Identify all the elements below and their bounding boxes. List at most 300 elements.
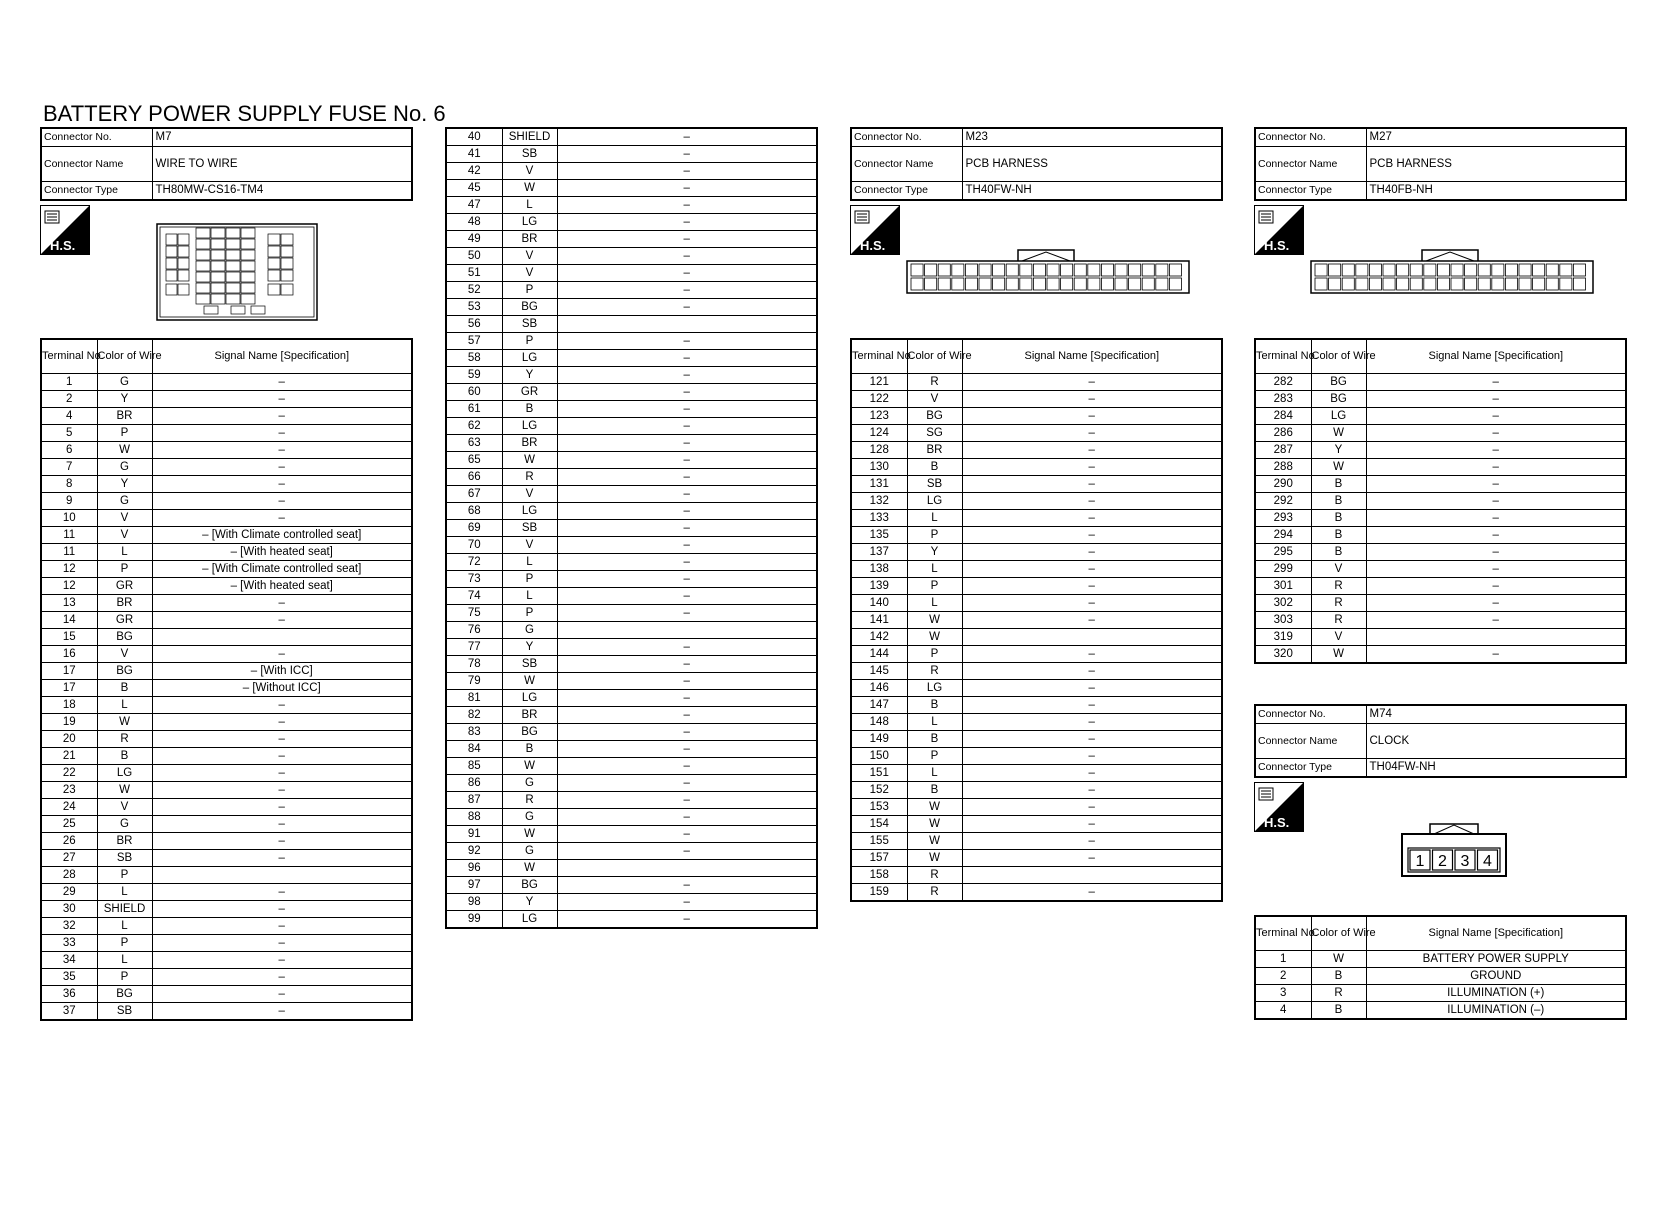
wire-color-cell: B (1311, 527, 1366, 544)
wire-color-cell: P (97, 425, 152, 442)
table-row (1255, 646, 1626, 664)
terminal-cell: 56 (446, 316, 502, 333)
pin-cell (1492, 278, 1504, 290)
terminal-cell: 302 (1255, 595, 1311, 612)
terminal-cell: 28 (41, 867, 97, 884)
terminal-cell: 4 (41, 408, 97, 425)
signal-name-cell: – (152, 816, 412, 833)
m23-connector-no: M23 (962, 128, 1222, 147)
signal-name-cell: – (557, 809, 817, 826)
wire-color-cell: R (907, 884, 962, 902)
wire-color-cell: BR (502, 707, 557, 724)
m74-terminal-table (1254, 915, 1627, 1020)
pin-cell (1006, 278, 1018, 290)
pin-cell (952, 264, 964, 276)
table-row (446, 350, 817, 367)
signal-name-cell: – (152, 918, 412, 935)
pin-cell (268, 234, 280, 245)
table-row (851, 748, 1222, 765)
table-row (41, 748, 412, 765)
wire-color-cell: L (97, 918, 152, 935)
signal-name-cell: – (1366, 595, 1626, 612)
table-row (41, 867, 412, 884)
wire-color-cell: BG (1311, 391, 1366, 408)
wire-color-cell: LG (502, 911, 557, 929)
wire-color-cell: GR (97, 612, 152, 629)
pin-cell (241, 239, 255, 249)
terminal-cell: 37 (41, 1003, 97, 1021)
pin-cell (1478, 278, 1490, 290)
pin-cell (1519, 278, 1531, 290)
wire-color-cell: R (907, 663, 962, 680)
signal-name-cell: – (962, 748, 1222, 765)
pin-cell (1478, 264, 1490, 276)
table-row (446, 622, 817, 639)
terminal-cell: 144 (851, 646, 907, 663)
terminal-cell: 130 (851, 459, 907, 476)
pin-cell (1451, 278, 1463, 290)
pin-cell (1020, 264, 1032, 276)
table-row (851, 731, 1222, 748)
signal-name-cell: – (557, 792, 817, 809)
table-row (41, 765, 412, 782)
wire-color-cell: V (502, 486, 557, 503)
pin-cell (241, 228, 255, 238)
table-row (446, 282, 817, 299)
wire-color-cell: Y (502, 367, 557, 384)
wire-color-cell: G (97, 374, 152, 391)
table-row (851, 697, 1222, 714)
m74-connector-diagram (1400, 818, 1508, 880)
terminal-cell: 1 (1255, 951, 1311, 968)
signal-header: Signal Name [Specification] (962, 339, 1222, 374)
wire-color-cell: B (1311, 1002, 1366, 1020)
terminal-cell: 290 (1255, 476, 1311, 493)
signal-name-cell: – (962, 850, 1222, 867)
table-row (446, 741, 817, 758)
terminal-cell: 18 (41, 697, 97, 714)
terminal-cell: 147 (851, 697, 907, 714)
signal-name-cell: – [With heated seat] (152, 578, 412, 595)
m7-connector-type: TH80MW-CS16-TM4 (152, 182, 412, 201)
signal-name-cell: – [With ICC] (152, 663, 412, 680)
pin-cell (1047, 278, 1059, 290)
signal-name-cell: – (962, 544, 1222, 561)
wire-color-cell: V (502, 248, 557, 265)
table-row (41, 493, 412, 510)
wire-color-cell: W (502, 826, 557, 843)
signal-name-cell: – (557, 877, 817, 894)
table-row (851, 714, 1222, 731)
color-header: Color of Wire (907, 339, 962, 374)
pin-cell (1115, 264, 1127, 276)
terminal-cell: 151 (851, 765, 907, 782)
pin-cell (1505, 278, 1517, 290)
pin-cell (226, 228, 240, 238)
pin-cell (1424, 264, 1436, 276)
pin-cell (1169, 278, 1181, 290)
wire-color-cell: SB (502, 146, 557, 163)
pin-cell (211, 272, 225, 282)
signal-name-cell: – (152, 1003, 412, 1021)
wire-color-cell: G (502, 775, 557, 792)
signal-name-cell: – (557, 656, 817, 673)
table-row (851, 629, 1222, 646)
wire-color-cell: B (907, 782, 962, 799)
hs-label: H.S. (860, 238, 886, 253)
pin-cell (911, 278, 923, 290)
table-row (41, 850, 412, 867)
table-row (851, 595, 1222, 612)
table-row (446, 435, 817, 452)
signal-name-cell: – (152, 476, 412, 493)
wire-color-cell: BR (502, 231, 557, 248)
pin-cell (1074, 264, 1086, 276)
pin-cell (1573, 278, 1585, 290)
terminal-cell: 52 (446, 282, 502, 299)
table-row (446, 690, 817, 707)
pin-cell (1142, 278, 1154, 290)
table-row (1255, 612, 1626, 629)
table-row (41, 391, 412, 408)
connector-type-label: Connector Type (41, 182, 152, 201)
terminal-cell: 57 (446, 333, 502, 350)
signal-name-cell: – (962, 833, 1222, 850)
wire-color-cell: W (1311, 646, 1366, 664)
terminal-cell: 15 (41, 629, 97, 646)
signal-name-cell: – (557, 180, 817, 197)
signal-name-cell: – (1366, 612, 1626, 629)
terminal-cell: 72 (446, 554, 502, 571)
terminal-cell: 286 (1255, 425, 1311, 442)
m7-connector-no: M7 (152, 128, 412, 147)
wire-color-cell: LG (907, 680, 962, 697)
pin-cell (226, 294, 240, 304)
wire-color-cell: SHIELD (97, 901, 152, 918)
table-row (446, 656, 817, 673)
signal-name-cell: – (152, 374, 412, 391)
table-row (851, 680, 1222, 697)
m27-connector-no: M27 (1366, 128, 1626, 147)
table-row (1255, 459, 1626, 476)
pin-cell (268, 284, 280, 295)
pin-cell (1369, 278, 1381, 290)
terminal-cell: 99 (446, 911, 502, 929)
pin-cell (226, 272, 240, 282)
wire-color-cell: L (97, 952, 152, 969)
wire-color-cell: SB (502, 656, 557, 673)
signal-name-cell: – (1366, 425, 1626, 442)
pin-cell (281, 258, 293, 269)
m23-header-table (850, 127, 1223, 201)
wire-color-cell: W (502, 860, 557, 877)
pin-cell (1533, 264, 1545, 276)
wire-color-cell: R (907, 374, 962, 391)
signal-name-cell (557, 860, 817, 877)
pin-cell (1169, 264, 1181, 276)
terminal-cell: 6 (41, 442, 97, 459)
m74-connector-type: TH04FW-NH (1366, 759, 1626, 778)
wire-color-cell: B (502, 401, 557, 418)
table-row (41, 629, 412, 646)
wire-color-cell: P (502, 605, 557, 622)
table-row (1255, 510, 1626, 527)
wire-color-cell: W (97, 782, 152, 799)
signal-name-cell: – (152, 969, 412, 986)
terminal-cell: 59 (446, 367, 502, 384)
table-row (446, 401, 817, 418)
pin-cell (1437, 264, 1449, 276)
table-row (41, 935, 412, 952)
terminal-cell: 10 (41, 510, 97, 527)
pin-cell (211, 250, 225, 260)
signal-name-cell: – (557, 401, 817, 418)
signal-name-cell: – (152, 714, 412, 731)
table-row (446, 367, 817, 384)
signal-name-cell: – (962, 884, 1222, 902)
terminal-cell: 122 (851, 391, 907, 408)
terminal-cell: 98 (446, 894, 502, 911)
signal-name-cell: – (557, 843, 817, 860)
terminal-cell: 320 (1255, 646, 1311, 664)
signal-name-cell: GROUND (1366, 968, 1626, 985)
connector-type-label: Connector Type (851, 182, 962, 201)
terminal-cell: 11 (41, 544, 97, 561)
table-row (851, 646, 1222, 663)
wire-color-cell: W (97, 442, 152, 459)
terminal-cell: 145 (851, 663, 907, 680)
pin-cell (251, 306, 265, 314)
wire-color-cell: G (502, 622, 557, 639)
table-row (446, 384, 817, 401)
table-row (41, 425, 412, 442)
wire-color-cell: L (502, 197, 557, 214)
m7-terminal-table-a (40, 338, 413, 1021)
connector-no-label: Connector No. (41, 128, 152, 147)
terminal-cell: 295 (1255, 544, 1311, 561)
terminal-cell: 40 (446, 128, 502, 146)
wire-color-cell: B (1311, 544, 1366, 561)
signal-name-cell: – (962, 527, 1222, 544)
pin-cell (1410, 264, 1422, 276)
wire-color-cell: Y (502, 639, 557, 656)
wire-color-cell: SG (907, 425, 962, 442)
signal-name-cell: – (557, 605, 817, 622)
terminal-cell: 9 (41, 493, 97, 510)
table-row (446, 503, 817, 520)
terminal-cell: 79 (446, 673, 502, 690)
pin-cell (1397, 264, 1409, 276)
signal-name-cell: – (557, 520, 817, 537)
table-row (1255, 408, 1626, 425)
pin-cell (1451, 264, 1463, 276)
signal-name-cell: – (152, 952, 412, 969)
table-row (1255, 374, 1626, 391)
pin-number: 1 (1415, 853, 1425, 870)
pin-cell (1383, 278, 1395, 290)
wire-color-cell: SHIELD (502, 128, 557, 146)
signal-name-cell: – (152, 493, 412, 510)
connector-type-label: Connector Type (1255, 182, 1366, 201)
terminal-cell: 142 (851, 629, 907, 646)
terminal-cell: 5 (41, 425, 97, 442)
signal-name-cell: – (557, 588, 817, 605)
table-row (446, 197, 817, 214)
signal-name-cell: – (557, 146, 817, 163)
terminal-cell: 319 (1255, 629, 1311, 646)
wire-color-cell: BR (502, 435, 557, 452)
wire-color-cell: W (97, 714, 152, 731)
pin-cell (1142, 264, 1154, 276)
wire-color-cell: BG (502, 877, 557, 894)
signal-name-cell: – [With heated seat] (152, 544, 412, 561)
color-header: Color of Wire (1311, 339, 1366, 374)
pin-cell (1356, 264, 1368, 276)
wire-color-cell: B (1311, 968, 1366, 985)
table-row (41, 918, 412, 935)
wire-color-cell: L (907, 561, 962, 578)
pin-cell (1546, 278, 1558, 290)
pin-cell (268, 258, 280, 269)
wire-color-cell: BG (907, 408, 962, 425)
wire-color-cell: R (1311, 578, 1366, 595)
terminal-cell: 133 (851, 510, 907, 527)
terminal-cell: 157 (851, 850, 907, 867)
signal-name-cell: – (962, 595, 1222, 612)
terminal-cell: 12 (41, 578, 97, 595)
table-row (41, 901, 412, 918)
pin-cell (1342, 278, 1354, 290)
pin-cell (1033, 264, 1045, 276)
m27-header-table (1254, 127, 1627, 201)
pin-cell (211, 294, 225, 304)
pin-cell (965, 264, 977, 276)
wire-color-cell: P (502, 571, 557, 588)
pin-cell (1088, 278, 1100, 290)
wire-color-cell: W (502, 180, 557, 197)
pin-cell (1465, 264, 1477, 276)
pin-cell (211, 283, 225, 293)
wire-color-cell: V (502, 265, 557, 282)
terminal-cell: 13 (41, 595, 97, 612)
pin-cell (1020, 278, 1032, 290)
wire-color-cell: L (502, 554, 557, 571)
hs-icon (1254, 205, 1304, 255)
pin-cell (938, 278, 950, 290)
table-row (851, 425, 1222, 442)
wire-color-cell: G (97, 493, 152, 510)
table-row (851, 867, 1222, 884)
signal-name-cell: – (557, 265, 817, 282)
table-row (1255, 578, 1626, 595)
m23-connector-name: PCB HARNESS (962, 147, 1222, 182)
wire-color-cell: W (502, 673, 557, 690)
signal-header: Signal Name [Specification] (1366, 339, 1626, 374)
pin-cell (178, 234, 189, 245)
terminal-cell: 128 (851, 442, 907, 459)
terminal-cell: 92 (446, 843, 502, 860)
pin-cell (1061, 264, 1073, 276)
pin-cell (226, 283, 240, 293)
signal-name-cell: – (557, 758, 817, 775)
table-row (851, 544, 1222, 561)
wire-color-cell: B (97, 680, 152, 697)
pin-cell (979, 278, 991, 290)
terminal-cell: 149 (851, 731, 907, 748)
signal-name-cell: – (962, 663, 1222, 680)
wire-color-cell: LG (907, 493, 962, 510)
pin-cell (1573, 264, 1585, 276)
table-row (41, 952, 412, 969)
terminal-cell: 97 (446, 877, 502, 894)
signal-name-cell: – (152, 510, 412, 527)
table-row (851, 816, 1222, 833)
terminal-cell: 22 (41, 765, 97, 782)
terminal-cell: 292 (1255, 493, 1311, 510)
table-row (1255, 493, 1626, 510)
pin-cell (166, 246, 177, 257)
table-row (446, 724, 817, 741)
pin-cell (1156, 264, 1168, 276)
table-row (851, 578, 1222, 595)
wire-color-cell: Y (907, 544, 962, 561)
wire-color-cell: BR (97, 833, 152, 850)
wire-color-cell: P (97, 867, 152, 884)
connector-name-label: Connector Name (851, 147, 962, 182)
terminal-cell: 50 (446, 248, 502, 265)
signal-name-cell: – (1366, 510, 1626, 527)
table-row (446, 316, 817, 333)
signal-name-cell: – (1366, 544, 1626, 561)
wire-color-cell: B (1311, 476, 1366, 493)
signal-name-cell (557, 316, 817, 333)
signal-name-cell: – (152, 391, 412, 408)
signal-name-cell: – (962, 493, 1222, 510)
table-row (446, 775, 817, 792)
terminal-cell: 140 (851, 595, 907, 612)
pin-cell (1519, 264, 1531, 276)
table-row (446, 299, 817, 316)
table-row (41, 782, 412, 799)
terminal-cell: 154 (851, 816, 907, 833)
signal-name-cell (1366, 629, 1626, 646)
wire-color-cell: BR (97, 408, 152, 425)
table-row (851, 442, 1222, 459)
wire-color-cell: R (1311, 985, 1366, 1002)
connector-no-label: Connector No. (1255, 128, 1366, 147)
signal-name-cell: – (1366, 374, 1626, 391)
table-row (851, 782, 1222, 799)
table-row (851, 850, 1222, 867)
signal-name-cell: – (1366, 408, 1626, 425)
wire-color-cell: W (1311, 459, 1366, 476)
table-row (41, 714, 412, 731)
wire-color-cell: P (907, 527, 962, 544)
terminal-cell: 69 (446, 520, 502, 537)
terminal-cell: 32 (41, 918, 97, 935)
wire-color-cell: GR (97, 578, 152, 595)
table-row (446, 333, 817, 350)
terminal-cell: 146 (851, 680, 907, 697)
table-row (41, 374, 412, 391)
pin-cell (178, 270, 189, 281)
pin-cell (1129, 264, 1141, 276)
wire-color-cell: P (907, 646, 962, 663)
table-row (1255, 629, 1626, 646)
terminal-cell: 301 (1255, 578, 1311, 595)
wire-color-cell: L (907, 714, 962, 731)
pin-cell (281, 234, 293, 245)
